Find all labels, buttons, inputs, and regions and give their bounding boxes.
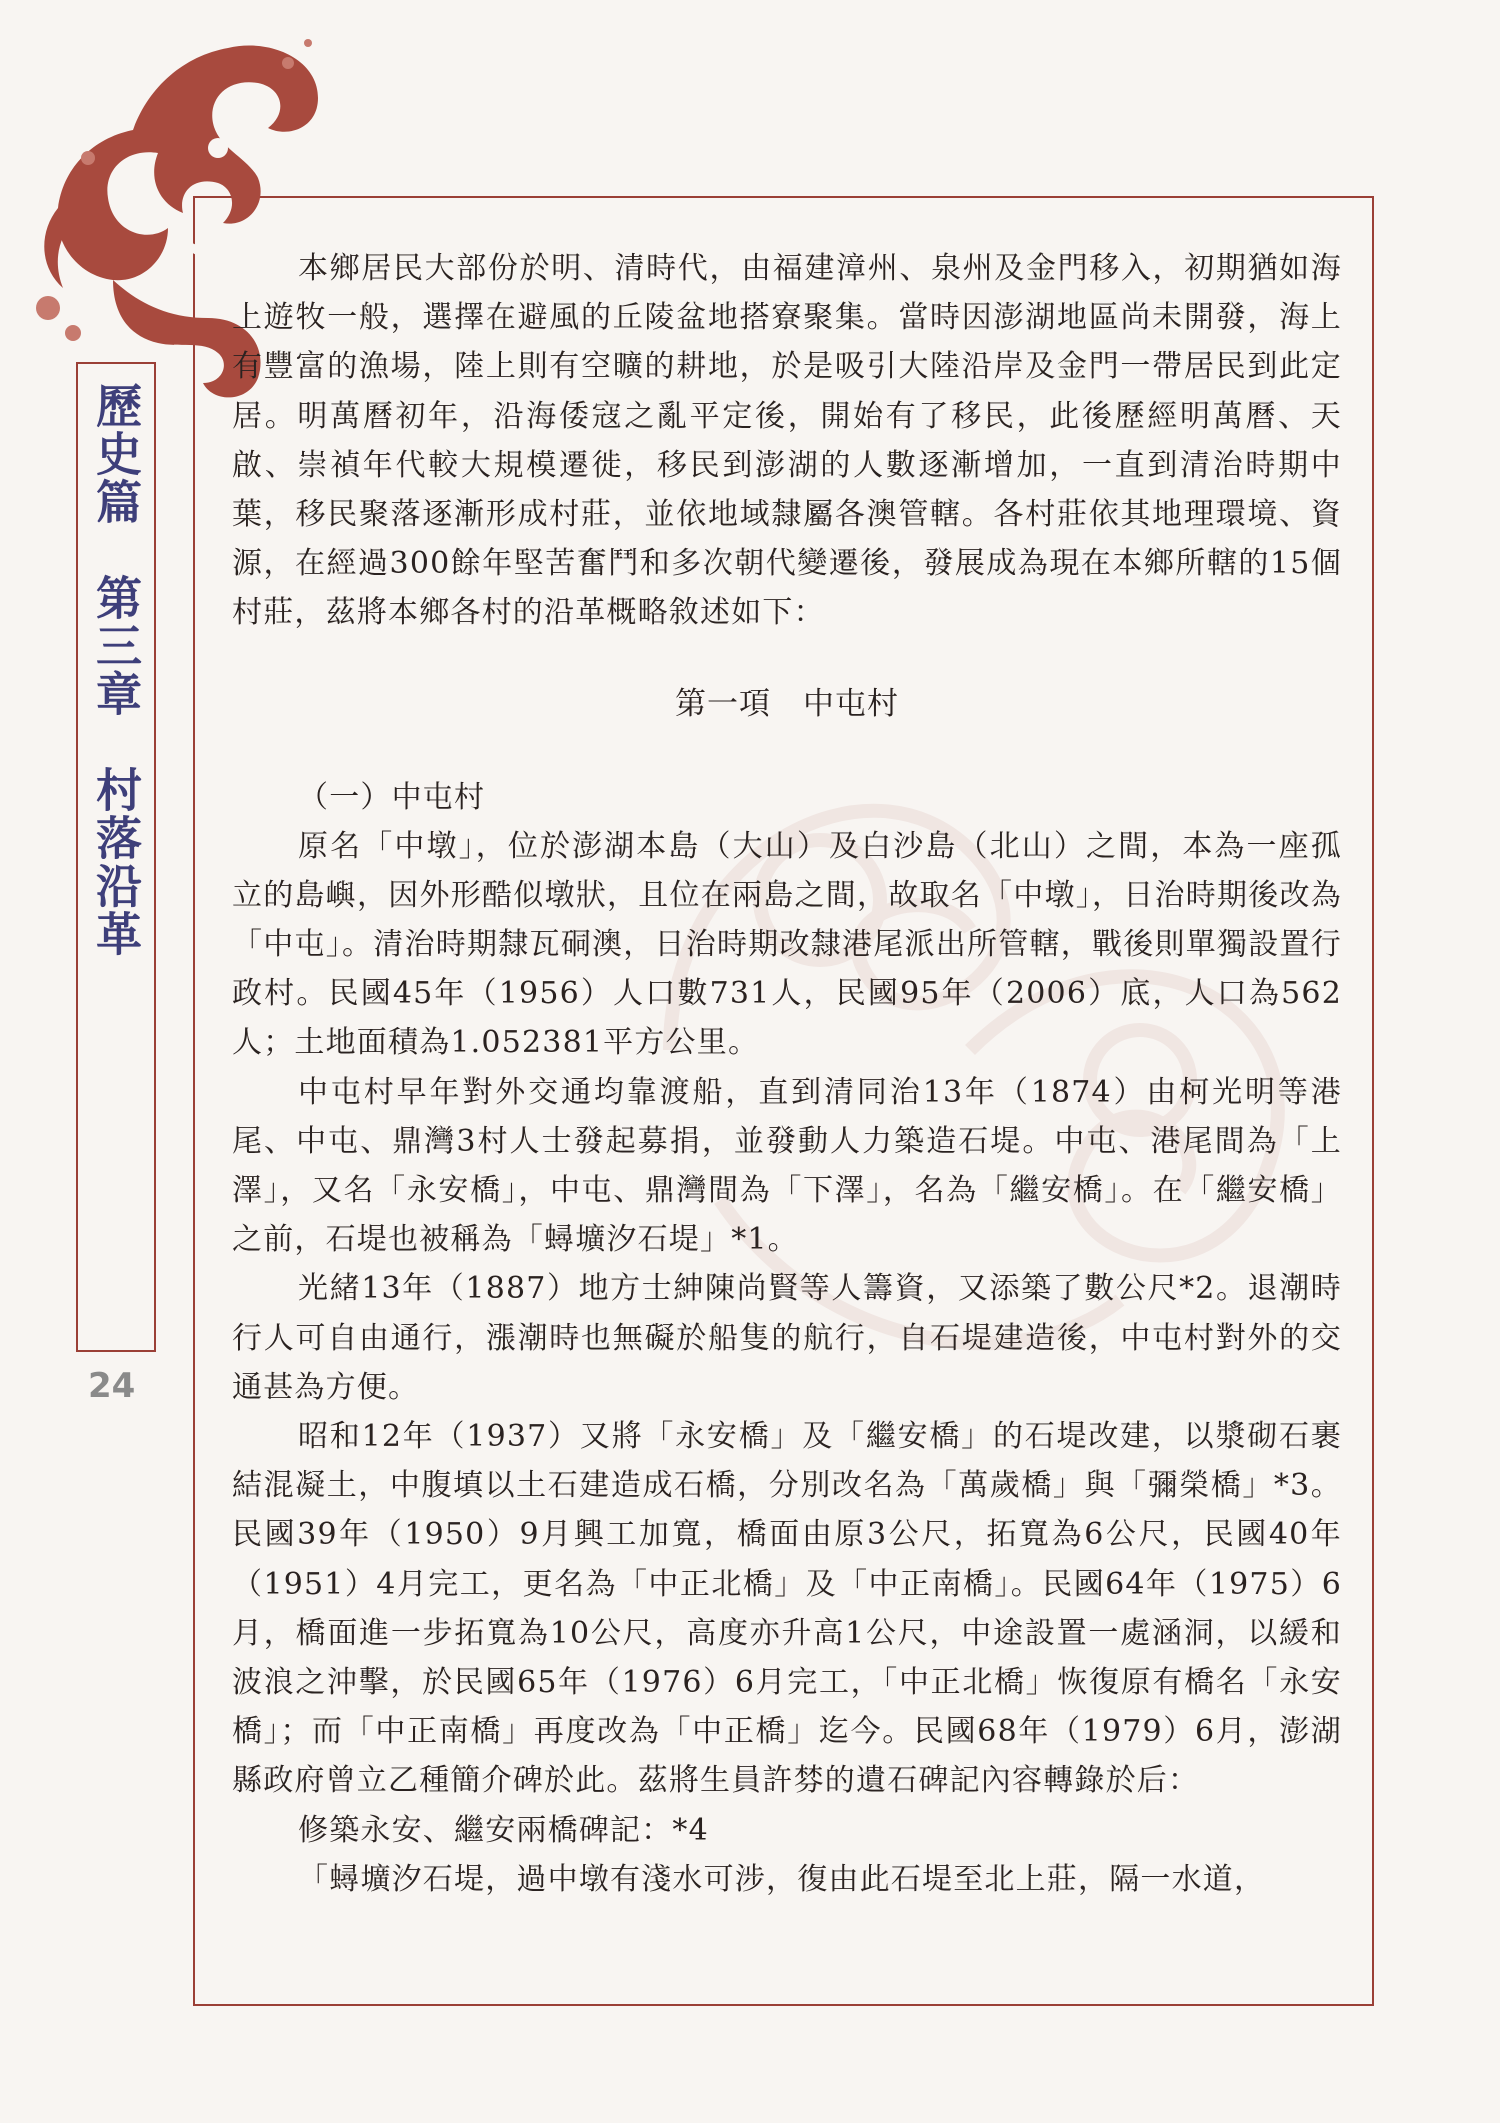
main-content (232, 244, 1342, 1904)
section-heading: 第一項 中屯村 (675, 685, 899, 722)
intro-paragraph: 本鄉居民大部份於明、清時代，由福建漳州、泉州及金門移入，初期猶如海上遊牧一般，選擇在避風的丘陵盆地搭寮聚集。當時因澎湖地區尚未開發，海上有豐富的漁場，陸上則有空曠的耕地，於是吸引大陸沿岸及金門一帶居民到此定居。明萬曆初年，沿海倭寇之亂平定後，開始有了移民，此後歷經明萬曆、天啟、崇禎年代較大規模遷徙，移民到澎湖的人數逐漸增加，一直到清治時期中葉，移民聚落逐漸形成村莊，並依地域隸屬各澳管轄。各村莊依其地理環境、資源，在經過300餘年堅苦奮鬥和多次朝代變遷後，發展成為現在本鄉所轄的15個村莊，茲將本鄉各村的沿革概略敘述如下： (232, 251, 1342, 631)
inscription-title: 修築永安、繼安兩橋碑記：*4 (298, 1812, 709, 1848)
body-paragraph: 光緒13年（1887）地方士紳陳尚賢等人籌資，又添築了數公尺*2。退潮時行人可自由通行，漲潮時也無礙於船隻的航行，自石堤建造後，中屯村對外的交通甚為方便。 (232, 1271, 1342, 1405)
subsection-heading: （一）中屯村 (298, 779, 486, 815)
body-paragraph: 昭和12年（1937）又將「永安橋」及「繼安橋」的石堤改建，以漿砌石裹結混凝土，中腹填以土石建造成石橋，分別改名為「萬歲橋」與「彌榮橋」*3。民國39年（1950）9月興工加寬，橋面由原3公尺，拓寬為6公尺，民國40年（1951）4月完工，更名為「中正北橋」及「中正南橋」。民國64年（1975）6月，橋面進一步拓寬為10公尺，高度亦升高1公尺，中途設置一處涵洞，以緩和波浪之沖擊，於民國65年（1976）6月完工，「中正北橋」恢復原有橋名「永安橋」；而「中正南橋」再度改為「中正橋」迄今。民國68年（1979）6月，澎湖縣政府曾立乙種簡介碑於此。茲將生員許棼的遺石碑記內容轉錄於后： (232, 1419, 1342, 1799)
body-paragraph: 中屯村早年對外交通均靠渡船，直到清同治13年（1874）由柯光明等港尾、中屯、鼎灣3村人士發起募捐，並發動人力築造石堤。中屯、港尾間為「上澤」，又名「永安橋」，中屯、鼎灣間為「下澤」，名為「繼安橋」。在「繼安橋」之前，石堤也被稱為「蟳壙汐石堤」*1。 (232, 1074, 1342, 1258)
chapter-title: 歷史篇 第三章 村落沿革 (89, 382, 143, 958)
inscription-text: 「蟳壙汐石堤，過中墩有淺水可涉，復由此石堤至北上莊，隔一水道， (298, 1861, 1266, 1897)
page-number: 24 (88, 1366, 136, 1406)
chapter-sidebar (76, 362, 156, 1352)
body-paragraph: 原名「中墩」，位於澎湖本島（大山）及白沙島（北山）之間，本為一座孤立的島嶼，因外形酷似墩狀，且位在兩島之間，故取名「中墩」，日治時期後改為「中屯」。清治時期隸瓦硐澳，日治時期改隸港尾派出所管轄，戰後則單獨設置行政村。民國45年（1956）人口數731人，民國95年（2006）底，人口為562人；土地面積為1.052381平方公里。 (232, 828, 1342, 1061)
